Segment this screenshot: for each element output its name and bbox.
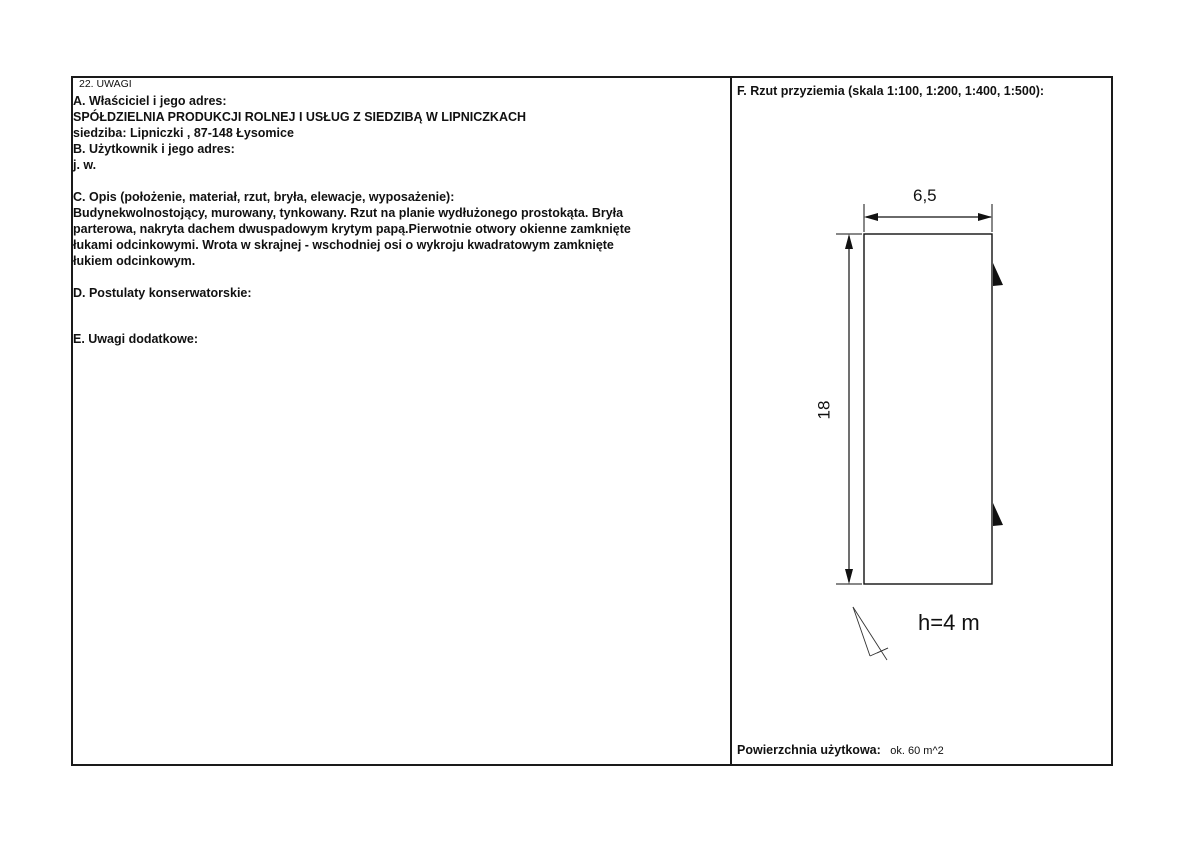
- usable-area-value: [890, 745, 943, 757]
- section-number: 22. UWAGI: [79, 78, 132, 90]
- description-heading: C. Opis (położenie, materiał, rzut, bryła, elewacje, wyposażenie):: [73, 190, 455, 204]
- spacer: [73, 173, 723, 189]
- usable-area-label: Powierzchnia użytkowa:: [737, 743, 881, 757]
- plan-height-label: h=4 m: [918, 610, 980, 635]
- plan-length-dimension: 18: [814, 400, 834, 420]
- conservation-heading: D. Postulaty konserwatorskie:: [73, 286, 252, 300]
- column-divider: [730, 76, 732, 766]
- spacer: [73, 301, 723, 331]
- additional-remarks-heading: E. Uwagi dodatkowe:: [73, 332, 199, 346]
- user-value: j. w.: [73, 158, 97, 172]
- usable-area-value-exponent: ^2: [932, 745, 944, 757]
- description-line: łukami odcinkowymi. Wrota w skrajnej - wschodniej osi o wykroju kwadratowym zamknięte: [73, 238, 614, 252]
- floor-plan-title: F. Rzut przyziemia (skala 1:100, 1:200, 1:400, 1:500):: [737, 84, 1045, 98]
- usable-area-value-prefix: ok. 60 m: [890, 745, 933, 757]
- description-line: Budynekwolnostojący, murowany, tynkowany. Rzut na planie wydłużonego prostokąta. Bryła: [73, 206, 624, 220]
- usable-area-row: [737, 743, 944, 757]
- owner-address: siedziba: Lipniczki , 87-148 Łysomice: [73, 126, 294, 140]
- description-line: łukiem odcinkowym.: [73, 254, 196, 268]
- remarks-panel: [73, 78, 723, 758]
- user-heading: B. Użytkownik i jego adres:: [73, 142, 235, 156]
- description-line: parterowa, nakryta dachem dwuspadowym krytym papą.Pierwotnie otwory okienne zamknięte: [73, 222, 631, 236]
- plan-width-dimension: 6,5: [913, 186, 937, 205]
- owner-name: SPÓŁDZIELNIA PRODUKCJI ROLNEJ I USŁUG Z SIEDZIBĄ W LIPNICZKACH: [73, 110, 527, 124]
- spacer: [73, 269, 723, 285]
- owner-heading: A. Właściciel i jego adres:: [73, 94, 227, 108]
